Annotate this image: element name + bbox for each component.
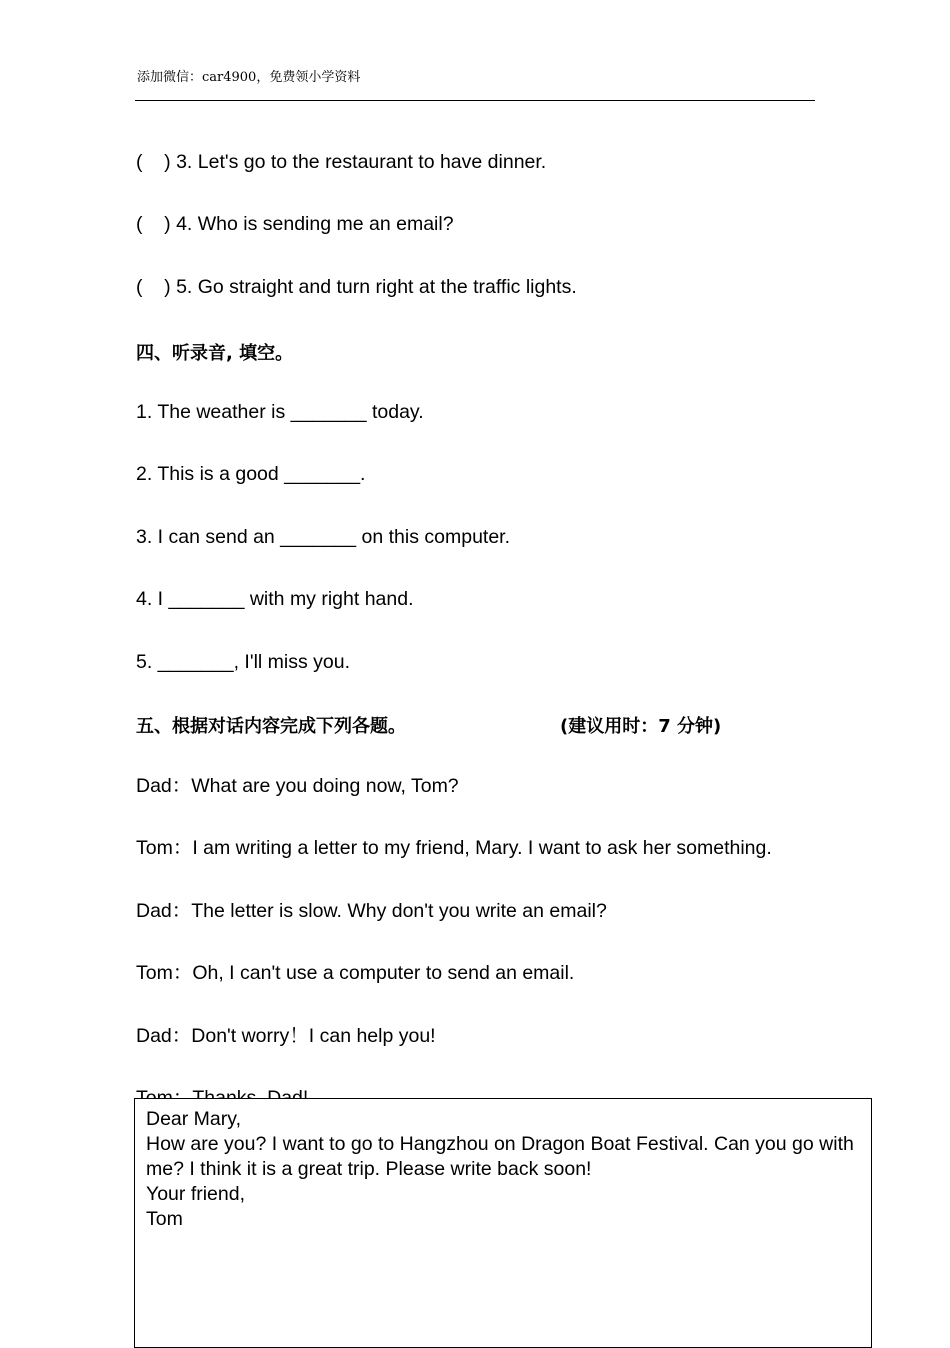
letter-closing: Your friend, bbox=[146, 1183, 246, 1205]
header-note: 添加微信：car4900，免费领小学资料 bbox=[137, 70, 361, 85]
time-suggestion: (建议用时：7 分钟) bbox=[560, 716, 722, 737]
fill-blank-4: 4. I _______ with my right hand. bbox=[136, 588, 414, 610]
section-5-heading: 五、根据对话内容完成下列各题。 bbox=[136, 716, 406, 737]
fill-blank-1: 1. The weather is _______ today. bbox=[136, 401, 424, 423]
question-5: ( ) 5. Go straight and turn right at the traffic lights. bbox=[136, 276, 577, 298]
dialogue-line-5: Dad：Don't worry！I can help you! bbox=[136, 1025, 436, 1047]
header-divider bbox=[135, 100, 815, 101]
question-4: ( ) 4. Who is sending me an email? bbox=[136, 213, 454, 235]
letter-body: How are you? I want to go to Hangzhou on Dragon Boat Festival. Can you go with me? I think it is a great trip. Please write back soon! bbox=[146, 1133, 860, 1180]
dialogue-line-4: Tom：Oh, I can't use a computer to send an email. bbox=[136, 962, 575, 984]
section-4-heading: 四、听录音, 填空。 bbox=[136, 343, 294, 364]
dialogue-line-1: Dad：What are you doing now, Tom? bbox=[136, 775, 459, 797]
letter-greeting: Dear Mary, bbox=[146, 1108, 241, 1130]
fill-blank-5: 5. _______, I'll miss you. bbox=[136, 651, 351, 673]
letter-signature: Tom bbox=[146, 1208, 183, 1230]
question-3: ( ) 3. Let's go to the restaurant to have dinner. bbox=[136, 151, 547, 173]
dialogue-line-3: Dad：The letter is slow. Why don't you write an email? bbox=[136, 900, 607, 922]
fill-blank-3: 3. I can send an _______ on this computer. bbox=[136, 526, 511, 548]
letter-box bbox=[134, 1098, 872, 1348]
fill-blank-2: 2. This is a good _______. bbox=[136, 463, 366, 485]
dialogue-line-2: Tom：I am writing a letter to my friend, Mary. I want to ask her something. bbox=[136, 837, 772, 859]
